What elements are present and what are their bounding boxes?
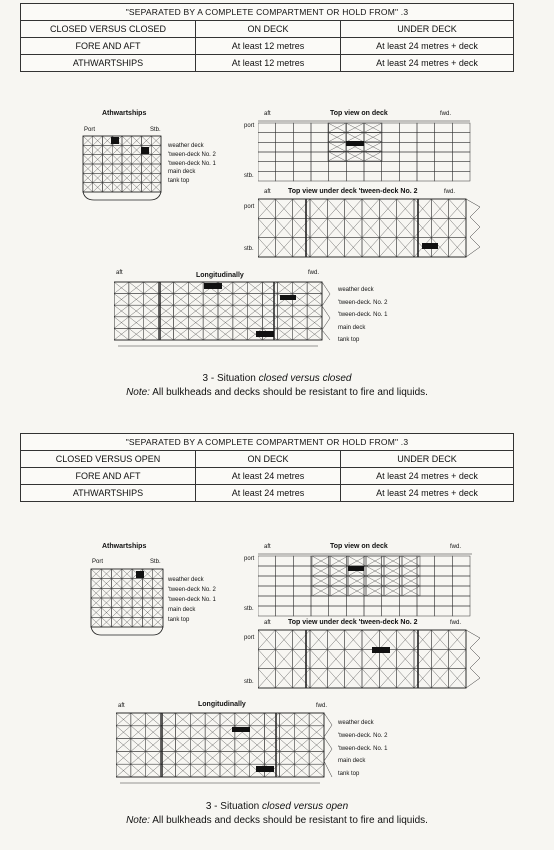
table-row <box>21 55 514 72</box>
port-label: Port <box>92 559 104 565</box>
table-title: "SEPARATED BY A COMPLETE COMPARTMENT OR HOLD FROM" .3 <box>21 4 514 21</box>
long-deck-label: main deck <box>338 758 366 765</box>
on-deck-value: At least 24 metres <box>196 468 341 485</box>
stb-label: stb. <box>244 173 254 179</box>
port-label: port <box>244 635 255 641</box>
note-label: Note: <box>126 815 150 826</box>
deck-label: 'tween-deck No. 1 <box>168 160 216 167</box>
note-text: All bulkheads and decks should be resistant to fire and liquids. <box>149 387 428 398</box>
deck-label: main deck <box>168 169 196 176</box>
long-deck-label: 'tween-deck. No. 2 <box>338 299 388 306</box>
top-view-title: Top view on deck <box>330 110 388 117</box>
under-deck-value: At least 24 metres + deck <box>341 55 514 72</box>
aft-label: aft <box>264 620 271 626</box>
deck-label: tank top <box>168 617 190 623</box>
note-text: All bulkheads and decks should be resistant to fire and liquids. <box>149 815 428 826</box>
caption-italic: closed versus closed <box>258 373 352 384</box>
port-label: port <box>244 204 255 210</box>
port-label: port <box>244 556 255 562</box>
row-label: ATHWARTSHIPS <box>21 55 196 72</box>
on-deck-value: At least 24 metres <box>196 485 341 502</box>
long-deck-label: weather deck <box>338 287 374 293</box>
top-view-under-deck <box>244 619 484 699</box>
top-view-under-deck <box>244 188 484 268</box>
fwd-label: fwd. <box>440 111 452 117</box>
table-row <box>21 485 514 502</box>
longitudinal-diagram <box>110 270 410 354</box>
athwartships-diagram <box>80 110 216 210</box>
on-deck-value: At least 12 metres <box>196 55 341 72</box>
deck-label: 'tween-deck No. 1 <box>168 597 216 603</box>
aft-label: aft <box>264 189 271 195</box>
stb-label: stb. <box>244 246 254 252</box>
longitudinal-grid <box>116 711 338 787</box>
fwd-label: fwd. <box>450 544 462 550</box>
header-on-deck: ON DECK <box>196 21 341 38</box>
fwd-label: fwd. <box>444 189 456 195</box>
top-view-title: Top view under deck 'tween-deck No. 2 <box>288 619 418 626</box>
long-deck-label: weather deck <box>338 720 374 726</box>
deck-label: weather deck <box>168 577 204 583</box>
longitudinal-grid <box>114 280 336 350</box>
header-under-deck: UNDER DECK <box>341 21 514 38</box>
long-deck-label: 'tween-deck. No. 1 <box>338 312 388 318</box>
longitudinal-diagram <box>112 701 412 791</box>
separation-table <box>20 3 514 72</box>
top-view-title: Top view under deck 'tween-deck No. 2 <box>288 188 418 195</box>
separation-table <box>20 433 514 502</box>
top-view-on-deck <box>244 543 474 623</box>
athwartships-diagram <box>88 543 218 643</box>
under-deck-value: At least 24 metres + deck <box>341 38 514 55</box>
figure-note <box>0 815 554 826</box>
stb-label: Stb. <box>150 559 161 565</box>
stb-label: stb. <box>244 606 254 612</box>
stb-label: Stb. <box>150 127 161 133</box>
row-label: FORE AND AFT <box>21 468 196 485</box>
figure-caption <box>0 373 554 384</box>
under-deck-value: At least 24 metres + deck <box>341 468 514 485</box>
caption-prefix: 3 - Situation <box>202 373 259 384</box>
header-situation: CLOSED VERSUS CLOSED <box>21 21 196 38</box>
port-label: port <box>244 123 255 129</box>
section-2 <box>0 433 554 850</box>
aft-label: aft <box>118 703 125 709</box>
row-label: ATHWARTSHIPS <box>21 485 196 502</box>
port-label: Port <box>84 127 96 133</box>
caption-italic: closed versus open <box>261 801 349 812</box>
under-deck-grid <box>258 197 483 261</box>
figure-note <box>0 387 554 398</box>
header-under-deck: UNDER DECK <box>341 451 514 468</box>
table-row <box>21 468 514 485</box>
fwd-label: fwd. <box>450 620 462 626</box>
long-deck-label: 'tween-deck. No. 1 <box>338 745 388 752</box>
long-deck-label: tank top <box>338 337 360 343</box>
top-view-title: Top view on deck <box>330 543 388 550</box>
long-deck-label: 'tween-deck. No. 2 <box>338 732 388 739</box>
athwartships-title: Athwartships <box>102 543 147 550</box>
deck-label: 'tween-deck No. 2 <box>168 151 216 158</box>
header-situation: CLOSED VERSUS OPEN <box>21 451 196 468</box>
note-label: Note: <box>126 387 150 398</box>
athwartships-title: Athwartships <box>102 110 147 117</box>
aft-label: aft <box>264 544 271 550</box>
fwd-label: fwd. <box>308 270 320 276</box>
table-title: "SEPARATED BY A COMPLETE COMPARTMENT OR HOLD FROM" .3 <box>21 434 514 451</box>
row-label: FORE AND AFT <box>21 38 196 55</box>
deck-label: tank top <box>168 178 190 185</box>
header-on-deck: ON DECK <box>196 451 341 468</box>
hull-cross-section <box>88 567 168 637</box>
fwd-label: fwd. <box>316 703 328 709</box>
on-deck-value: At least 12 metres <box>196 38 341 55</box>
longitudinally-title: Longitudinally <box>196 272 244 279</box>
table-row <box>21 38 514 55</box>
on-deck-grid <box>258 119 472 183</box>
on-deck-grid <box>258 552 474 618</box>
deck-label: weather deck <box>168 143 204 149</box>
hull-cross-section <box>80 134 165 202</box>
longitudinally-title: Longitudinally <box>198 701 246 708</box>
figure-caption <box>0 801 554 812</box>
deck-label: main deck <box>168 607 196 613</box>
top-view-on-deck <box>244 110 474 190</box>
aft-label: aft <box>116 270 123 276</box>
deck-label: 'tween-deck No. 2 <box>168 587 216 593</box>
under-deck-grid <box>258 628 483 692</box>
under-deck-value: At least 24 metres + deck <box>341 485 514 502</box>
long-deck-label: tank top <box>338 771 360 778</box>
aft-label: aft <box>264 111 271 117</box>
caption-prefix: 3 - Situation <box>205 801 262 812</box>
long-deck-label: main deck <box>338 324 366 331</box>
stb-label: stb. <box>244 679 254 685</box>
